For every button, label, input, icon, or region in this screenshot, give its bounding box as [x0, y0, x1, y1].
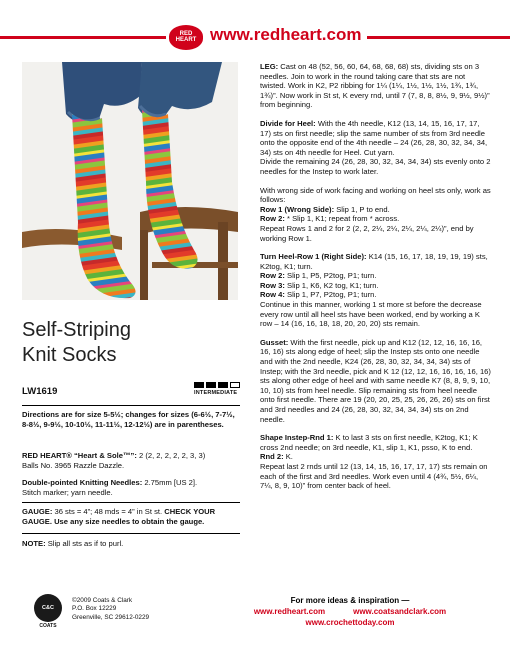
turn-row-4-text: Slip 1, P7, P2tog, P1; turn. [284, 290, 377, 300]
title-line-2: Knit Socks [22, 344, 117, 366]
more-ideas-heading: For more ideas & inspiration — [290, 596, 410, 605]
shape-rnd-2-text: K. [283, 452, 293, 462]
yarn-label: RED HEART® “Heart & Sole™”: [22, 451, 137, 460]
sizes-text: Directions are for size 5-5½; changes for sizes (6-6½, 7-7½, 8-8½, 9-9½, 10-10½, 11-11½, 12-12½) are in parentheses. [22, 410, 235, 429]
gusset-label: Gusset: [260, 337, 289, 347]
turn-row-3 [260, 281, 492, 291]
turn-label: Turn Heel-Row 1 (Right Side): [260, 252, 367, 262]
shape-text: K to last 3 sts on first needle, K2tog, K1; K cross 2nd needle; on 3rd needle, K1, slip 1, K1, psso, K to end. [260, 433, 478, 452]
gauge-check: CHECK YOUR GAUGE. Use any size needles to obtain the gauge. [22, 507, 216, 526]
gusset-section [260, 338, 492, 424]
needles-detail: Stitch marker; yarn needle. [22, 487, 113, 497]
turn-row-2-label: Row 2: [260, 271, 285, 281]
title-line-1: Self-Striping [22, 319, 131, 341]
leg-label: LEG: [260, 62, 279, 71]
turn-row-4-label: Row 4: [260, 290, 285, 300]
divide-text: With the 4th needle, K12 (13, 14, 15, 16, 17, 17, 17) sts on first needle; slip the same number of sts from 3rd needle onto the opposite end of the 4th needle – 24 (26, 28, 30, 32, 34, 34, 34) sts on 4th needle for Heel. Cut yarn. [260, 118, 488, 157]
turn-row-2-text: Slip 1, P5, P2tog, P1; turn. [284, 271, 377, 281]
needles-info [22, 478, 242, 497]
heel-row-2-text: * Slip 1, K1; repeat from * across. [284, 214, 400, 224]
leg-section [260, 62, 492, 110]
divider [22, 405, 240, 406]
address-line: Greenville, SC 29612-0229 [72, 613, 150, 621]
gauge-value: 36 sts = 4”; 48 mds = 4” in St st. [52, 507, 165, 516]
heel-row-2-label: Row 2: [260, 214, 285, 224]
turn-row-3-text: Slip 1, K6, K2 tog, K1; turn. [284, 280, 379, 290]
leg-text: Cast on 48 (52, 56, 60, 64, 68, 68, 68) sts, dividing sts on 3 needles. Join to work in the round taking care that sts are not twisted. Work in K2, P2 ribbing for 1¼ (1¼, 1½, 1½, 1½, 1¾, 1¾, 1¾)”. Now work in St st, K every rnd, until 7 (7, 8, 8, 8½, 9, 9½, 9½)” from beginning. [260, 62, 490, 110]
heel-section [260, 186, 492, 244]
socks-illustration [22, 62, 238, 300]
divide-label: Divide for Heel: [260, 118, 316, 128]
heel-row-1 [260, 205, 492, 215]
needles-label: Double-pointed Knitting Needles: [22, 478, 143, 487]
footer-links [220, 606, 480, 617]
company-address [72, 597, 149, 622]
note-label: NOTE: [22, 539, 46, 548]
red-heart-logo-icon: RED HEART [169, 25, 203, 50]
skill-bar [218, 382, 228, 388]
heel-intro: With wrong side of work facing and working on heel sts only, work as follows: [260, 185, 491, 205]
pattern-info-row [22, 384, 240, 402]
instructions [260, 62, 492, 500]
gauge-label: GAUGE: [22, 507, 53, 516]
shape-label: Shape Instep-Rnd 1: [260, 433, 334, 443]
skill-bar [194, 382, 204, 388]
footer-link-crochettoday[interactable]: www.crochettoday.com [305, 618, 395, 627]
gauge-info [22, 507, 242, 526]
socks-photo [22, 62, 238, 300]
shape-rnd-2-label: Rnd 2: [260, 452, 284, 462]
divide-text-2: Divide the remaining 24 (26, 28, 30, 32, 34, 34, 34) sts evenly onto 2 needles for the Instep to work later. [260, 157, 491, 176]
heel-repeat: Repeat Rows 1 and 2 for 2 (2, 2, 2¼, 2¼, 2¼, 2¼, 2¼)”, end by working Row 1. [260, 223, 474, 243]
skill-level [194, 382, 244, 396]
turn-row-2 [260, 271, 492, 281]
yarn-info [22, 451, 242, 470]
shape-rnd-2 [260, 452, 492, 462]
needles-value: 2.75mm [US 2]. [142, 478, 198, 487]
heel-row-1-label: Row 1 (Wrong Side): [260, 204, 335, 214]
skill-bar [206, 382, 216, 388]
divider [22, 533, 240, 534]
shape-repeat: Repeat last 2 rnds until 12 (13, 14, 15, 16, 17, 17, 17) sts remain on each of the first and 3rd needles. Work even until 4 (4¾, 5½, 6¼, 7¼, 8, 9, 10)” from center back of heel. [260, 461, 488, 491]
gusset-text: With the first needle, pick up and K12 (12, 12, 16, 16, 16, 16, 16) sts along edge of heel; slip the Instep sts onto one needle and with the 2nd needle, K24 (26, 28, 30, 32, 34, 34, 34) sts of Instep; with the 3rd needle, pick and K 12 (12, 12, 16, 16, 16, 16, 16) sts along other edge of heel and with same needle K7 (8, 8, 9, 9, 10, 10, 10) sts from heel needle. Slip remaining sts from heel needle onto first needle. There are 19 (20, 20, 25, 25, 26, 26, 26) sts on first and 3rd needles and 24 (26, 28, 30, 32, 34, 34, 34) sts on 2nd needle. [260, 337, 491, 424]
skill-level-bars [194, 382, 244, 388]
skill-bar [230, 382, 240, 388]
footer [0, 594, 510, 654]
turn-row-3-label: Row 3: [260, 280, 285, 290]
footer-link-coatsandclark[interactable]: www.coatsandclark.com [353, 607, 447, 616]
note-value: Slip all sts as if to purl. [45, 539, 124, 548]
red-heart-logo[interactable] [166, 22, 206, 52]
header [0, 22, 510, 52]
turn-row-4 [260, 290, 492, 300]
note-info [22, 539, 242, 549]
skill-level-label: INTERMEDIATE [194, 390, 238, 396]
more-ideas [220, 595, 480, 628]
turn-continue: Continue in this manner, working 1 st more st before the decrease every row until all heel sts have been worked, end by working a K row – 14 (16, 16, 18, 18, 20, 20, 20) sts remain. [260, 300, 482, 329]
address-line: P.O. Box 12229 [72, 605, 117, 613]
heel-row-2 [260, 214, 492, 224]
coats-logo-icon: C&C [34, 594, 62, 622]
address-line: ©2009 Coats & Clark [72, 597, 133, 604]
pattern-number: LW1619 [22, 386, 58, 397]
yarn-value: 2 (2, 2, 2, 2, 2, 3, 3) [136, 451, 206, 460]
yarn-detail: Balls No. 3965 Razzle Dazzle. [22, 460, 125, 470]
turn-text: K14 (15, 16, 17, 18, 19, 19, 19) sts, K2tog, K1; turn. [260, 252, 488, 271]
divide-heel-section [260, 119, 492, 177]
heel-row-1-text: Slip 1, P to end. [334, 204, 390, 214]
coats-logo-text: COATS [39, 623, 57, 629]
pattern-title [22, 318, 131, 368]
header-url-link[interactable]: www.redheart.com [210, 25, 362, 44]
shape-instep-section [260, 433, 492, 491]
turn-heel-section [260, 252, 492, 329]
divider [22, 502, 240, 503]
footer-link-redheart[interactable]: www.redheart.com [253, 607, 326, 616]
